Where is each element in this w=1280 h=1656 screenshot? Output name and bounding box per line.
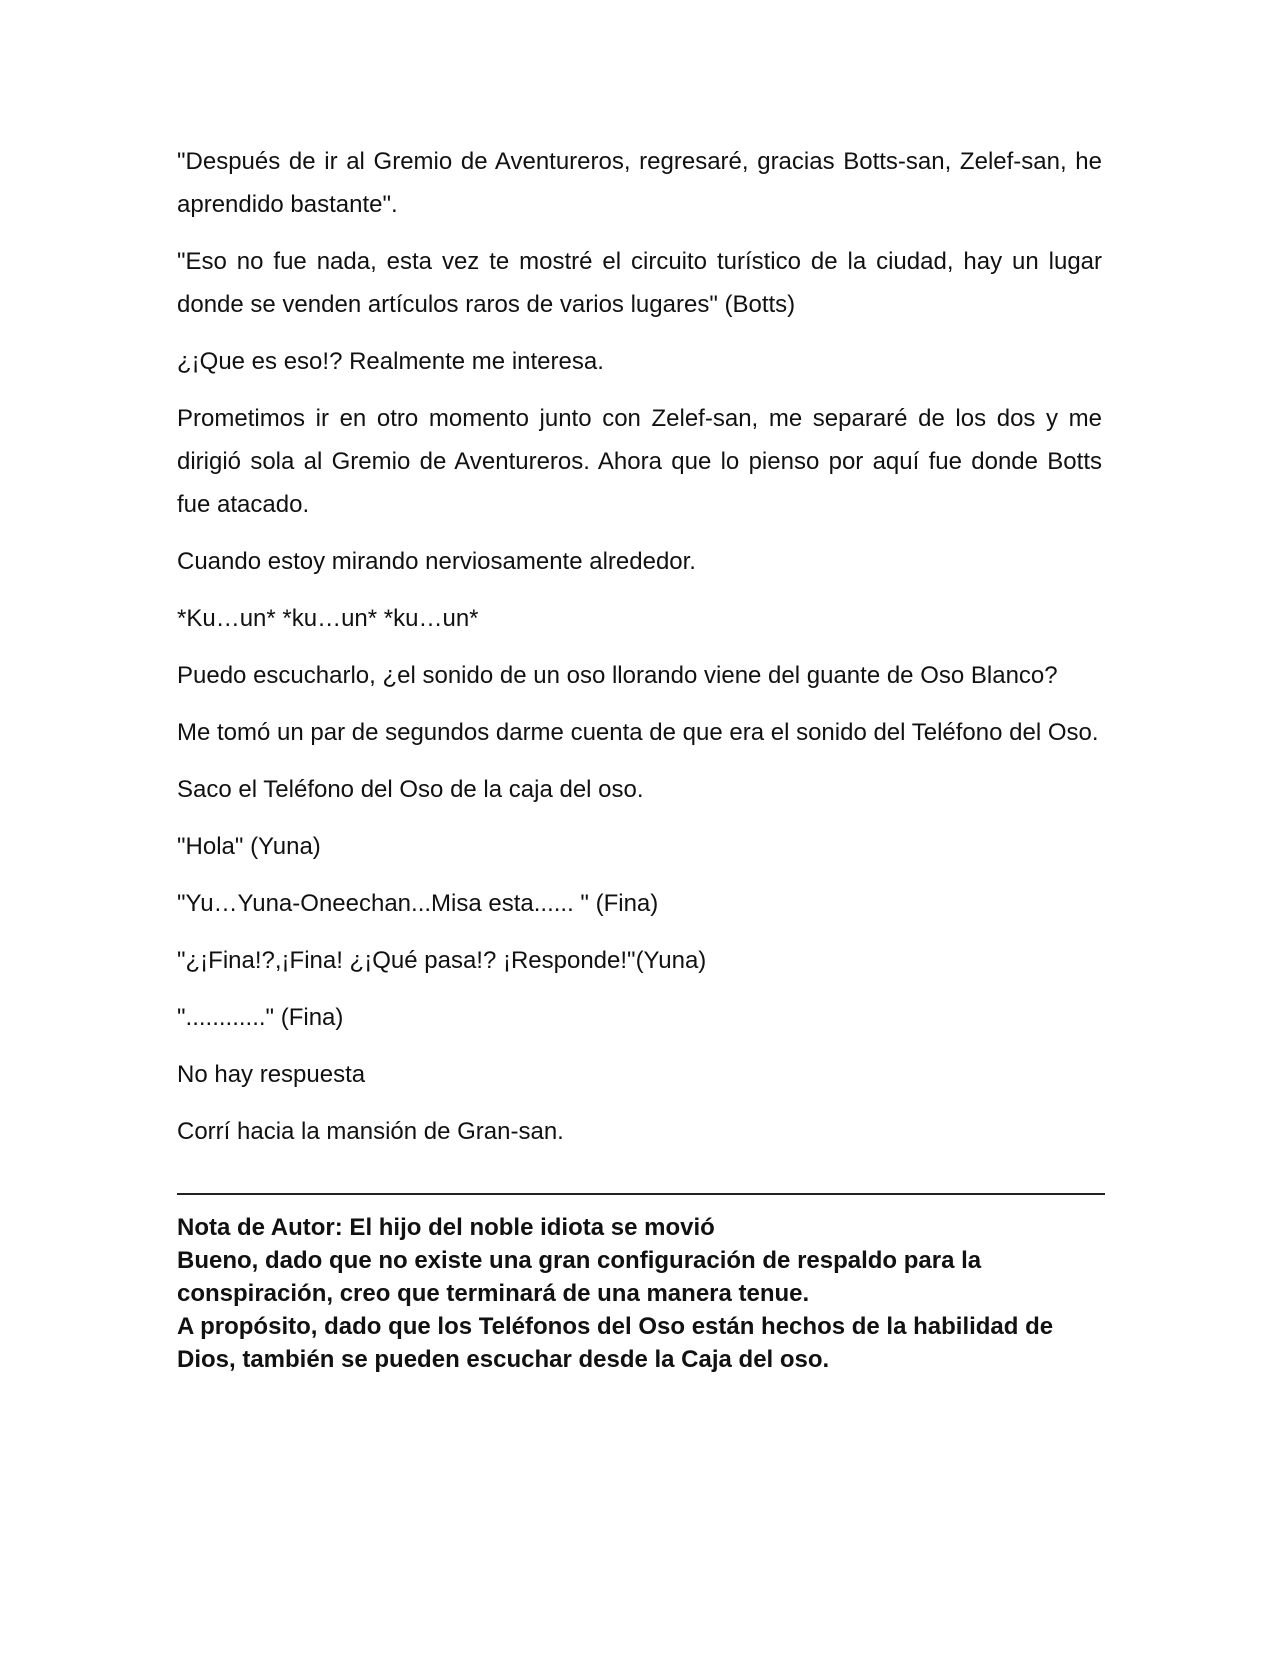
story-paragraph: "Eso no fue nada, esta vez te mostré el circuito turístico de la ciudad, hay un lugar donde se venden artículos raros de varios lugares" (Botts) (177, 248, 1102, 318)
story-paragraph: Corrí hacia la mansión de Gran-san. (177, 1118, 564, 1145)
story-paragraph: Prometimos ir en otro momento junto con Zelef-san, me separaré de los dos y me dirigió sola al Gremio de Aventureros. Ahora que lo pienso por aquí fue donde Botts fue atacado. (177, 405, 1102, 518)
story-paragraph: "Yu…Yuna-Oneechan...Misa esta...... " (Fina) (177, 890, 659, 917)
section-divider (177, 1193, 1105, 1195)
story-paragraph: "Hola" (Yuna) (177, 833, 321, 860)
document-page (177, 140, 1102, 1376)
story-paragraph: Saco el Teléfono del Oso de la caja del oso. (177, 776, 644, 803)
story-paragraph: No hay respuesta (177, 1061, 366, 1088)
story-paragraph: "Después de ir al Gremio de Aventureros, regresaré, gracias Botts-san, Zelef-san, he aprendido bastante". (177, 148, 1102, 218)
story-paragraph: ¿¡Que es eso!? Realmente me interesa. (177, 348, 604, 375)
story-body (177, 140, 1102, 1153)
story-paragraph: Cuando estoy mirando nerviosamente alrededor. (177, 548, 696, 575)
author-note-line: Bueno, dado que no existe una gran configuración de respaldo para la conspiración, creo que terminará de una manera tenue. (177, 1247, 982, 1307)
author-note (177, 1211, 1102, 1376)
story-paragraph: Me tomó un par de segundos darme cuenta de que era el sonido del Teléfono del Oso. (177, 719, 1099, 746)
author-note-line: A propósito, dado que los Teléfonos del Oso están hechos de la habilidad de Dios, también se pueden escuchar desde la Caja del oso. (177, 1313, 1054, 1373)
author-note-heading: Nota de Autor: El hijo del noble idiota se movió (177, 1214, 715, 1241)
story-paragraph: Puedo escucharlo, ¿el sonido de un oso llorando viene del guante de Oso Blanco? (177, 662, 1058, 689)
story-paragraph: "............" (Fina) (177, 1004, 344, 1031)
story-paragraph: *Ku…un* *ku…un* *ku…un* (177, 605, 479, 632)
story-paragraph: "¿¡Fina!?,¡Fina! ¿¡Qué pasa!? ¡Responde!"(Yuna) (177, 947, 707, 974)
